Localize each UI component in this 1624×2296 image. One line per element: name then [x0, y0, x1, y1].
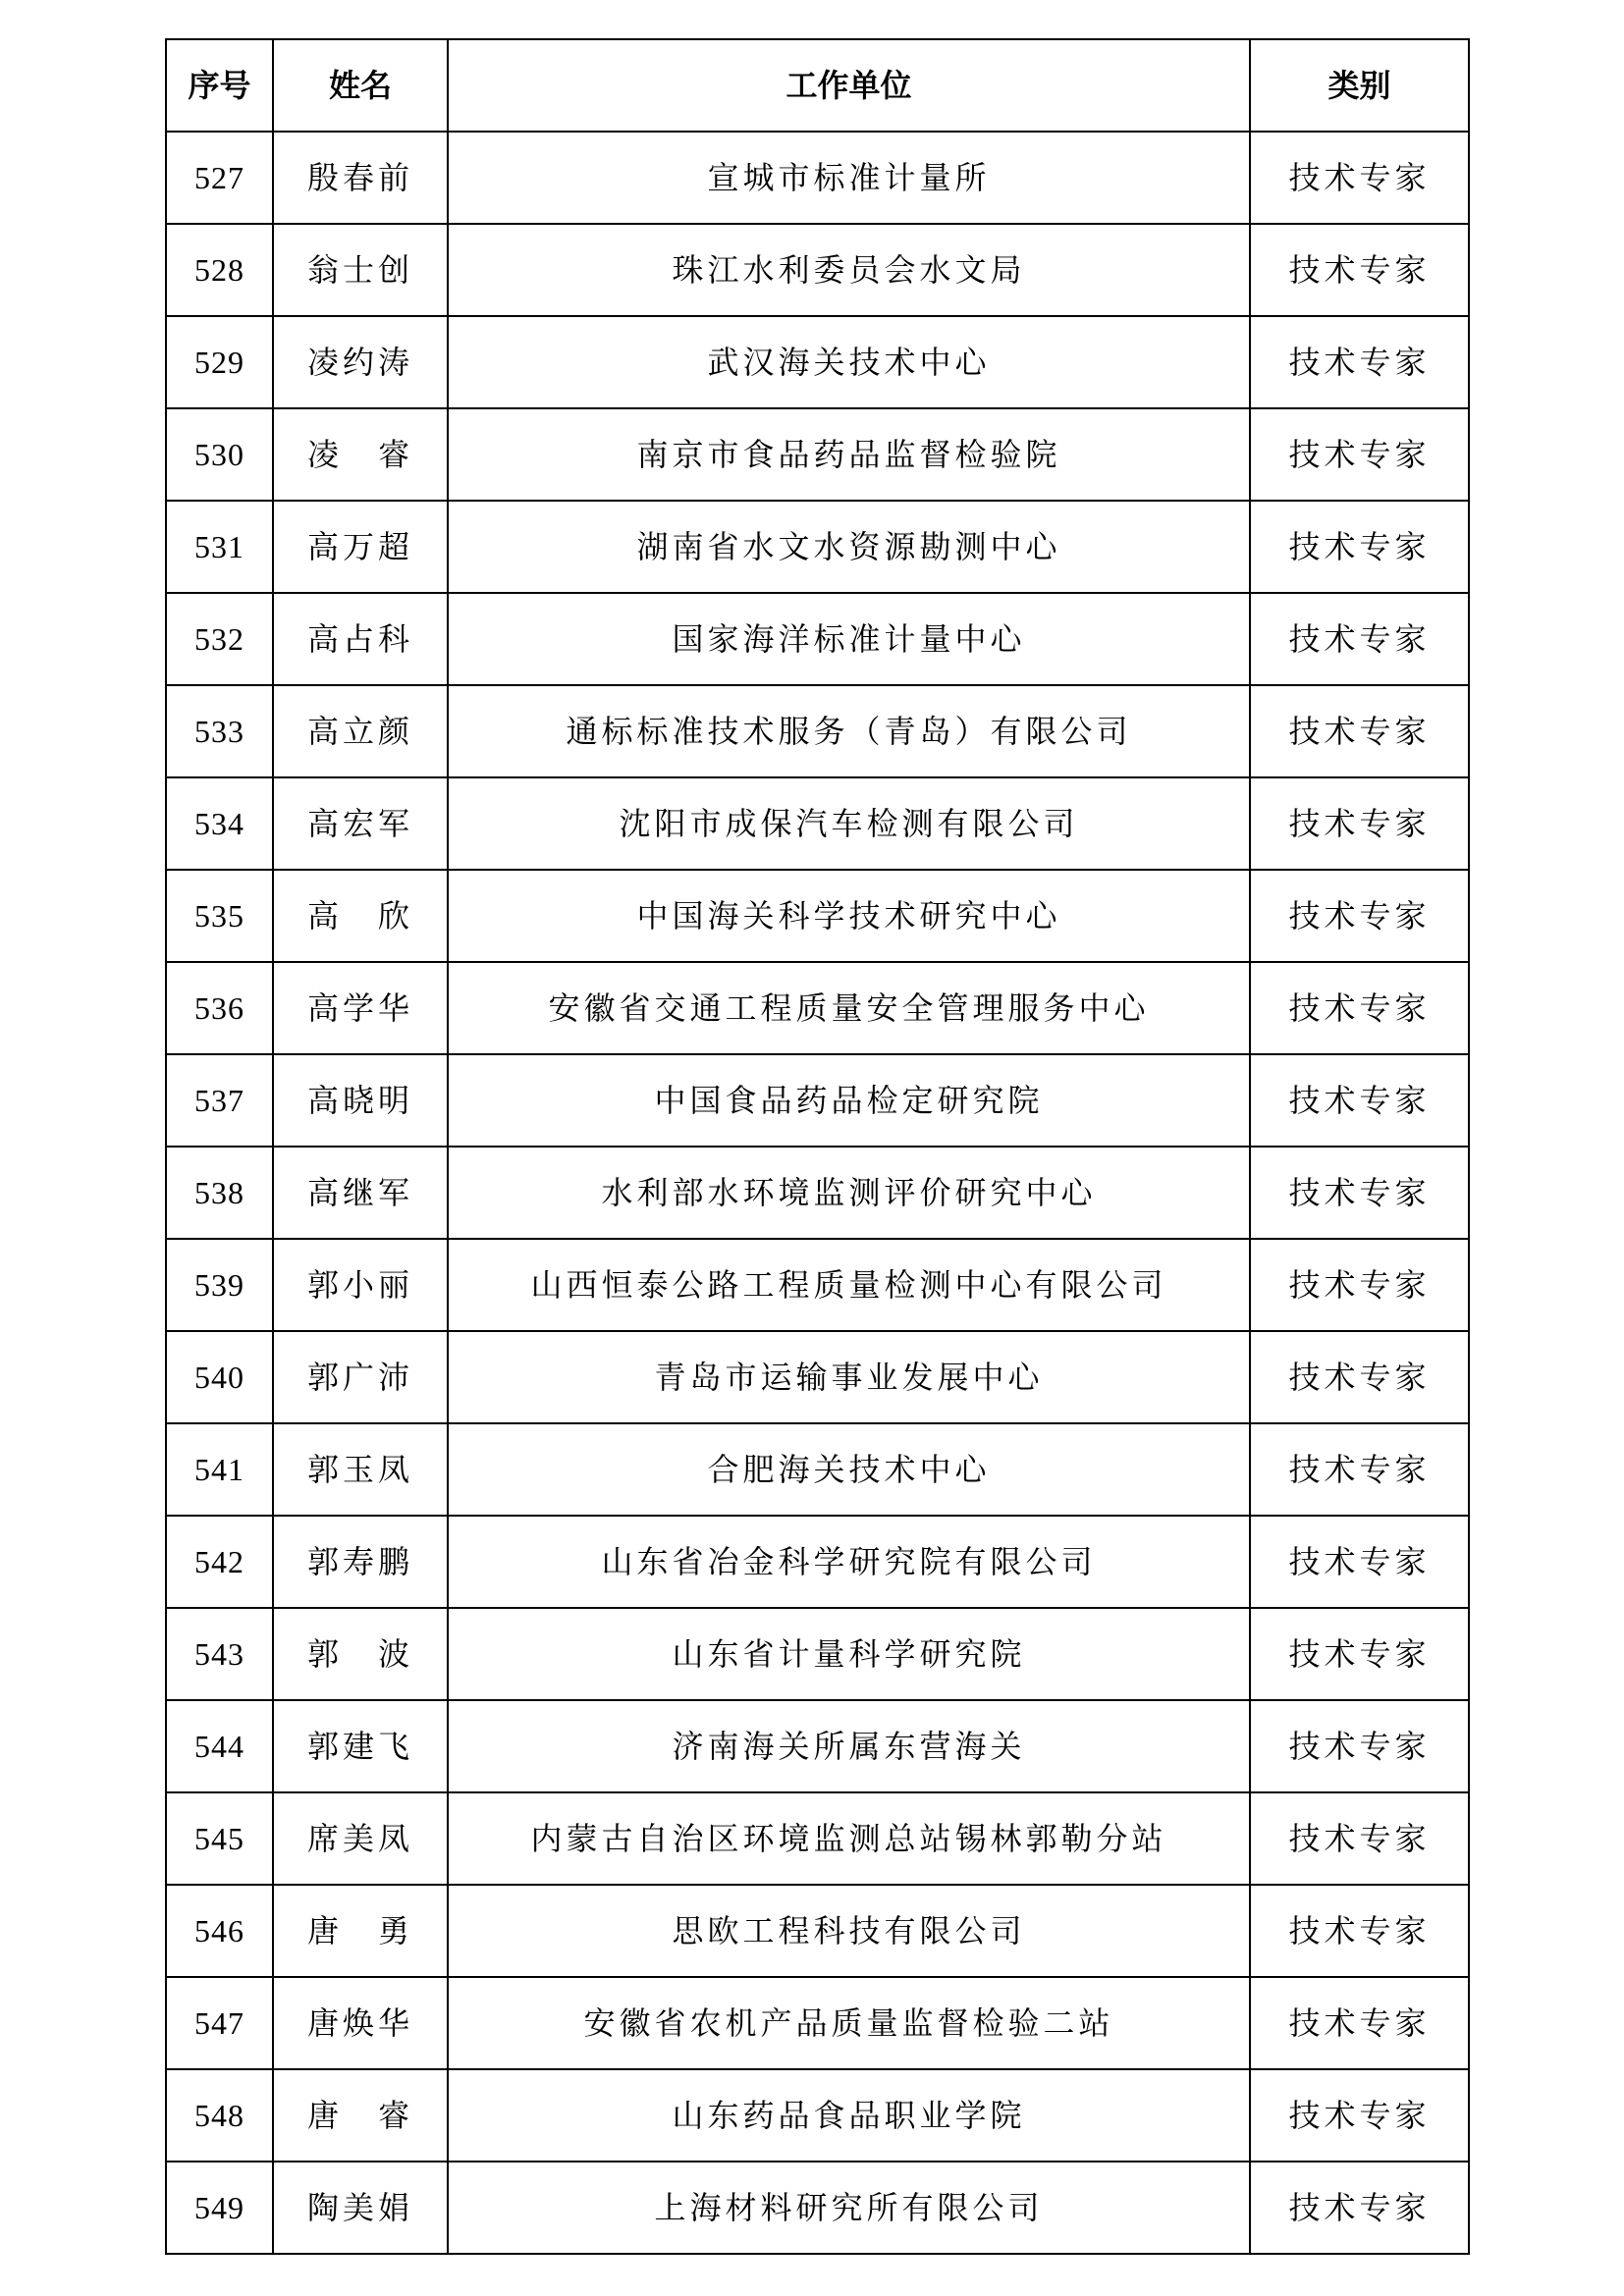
cell-unit: 安徽省农机产品质量监督检验二站 [448, 1977, 1250, 2069]
cell-category: 技术专家 [1250, 777, 1469, 870]
cell-unit: 中国食品药品检定研究院 [448, 1054, 1250, 1147]
table-row [166, 1885, 1469, 1977]
cell-category: 技术专家 [1250, 593, 1469, 685]
cell-unit: 国家海洋标准计量中心 [448, 593, 1250, 685]
cell-name: 翁士创 [273, 224, 448, 316]
cell-unit: 上海材料研究所有限公司 [448, 2162, 1250, 2254]
header-row [166, 39, 1469, 132]
cell-no: 542 [166, 1516, 273, 1608]
cell-category: 技术专家 [1250, 870, 1469, 962]
cell-name: 殷春前 [273, 132, 448, 224]
cell-unit: 山东省冶金科学研究院有限公司 [448, 1516, 1250, 1608]
cell-no: 544 [166, 1700, 273, 1792]
cell-unit: 珠江水利委员会水文局 [448, 224, 1250, 316]
table-row [166, 1054, 1469, 1147]
cell-category: 技术专家 [1250, 1885, 1469, 1977]
cell-category: 技术专家 [1250, 1239, 1469, 1331]
cell-name: 唐 睿 [273, 2069, 448, 2162]
table-row [166, 1423, 1469, 1516]
cell-unit: 合肥海关技术中心 [448, 1423, 1250, 1516]
cell-category: 技术专家 [1250, 1423, 1469, 1516]
cell-name: 郭寿鹏 [273, 1516, 448, 1608]
cell-unit: 山西恒泰公路工程质量检测中心有限公司 [448, 1239, 1250, 1331]
cell-name: 郭 波 [273, 1608, 448, 1700]
cell-no: 530 [166, 408, 273, 501]
cell-category: 技术专家 [1250, 962, 1469, 1054]
table-row [166, 501, 1469, 593]
cell-unit: 沈阳市成保汽车检测有限公司 [448, 777, 1250, 870]
cell-unit: 山东药品食品职业学院 [448, 2069, 1250, 2162]
cell-name: 席美凤 [273, 1792, 448, 1885]
table-row [166, 962, 1469, 1054]
table-body [166, 132, 1469, 2254]
cell-unit: 思欧工程科技有限公司 [448, 1885, 1250, 1977]
expert-roster-table [165, 38, 1470, 2255]
cell-category: 技术专家 [1250, 224, 1469, 316]
header-category: 类别 [1250, 39, 1469, 132]
cell-name: 郭建飞 [273, 1700, 448, 1792]
cell-category: 技术专家 [1250, 685, 1469, 777]
table-row [166, 132, 1469, 224]
table-row [166, 316, 1469, 408]
cell-name: 陶美娟 [273, 2162, 448, 2254]
cell-name: 高宏军 [273, 777, 448, 870]
cell-name: 郭玉凤 [273, 1423, 448, 1516]
cell-name: 高万超 [273, 501, 448, 593]
cell-unit: 通标标准技术服务（青岛）有限公司 [448, 685, 1250, 777]
cell-no: 534 [166, 777, 273, 870]
cell-category: 技术专家 [1250, 1147, 1469, 1239]
table-row [166, 593, 1469, 685]
cell-name: 高继军 [273, 1147, 448, 1239]
cell-name: 高晓明 [273, 1054, 448, 1147]
cell-unit: 山东省计量科学研究院 [448, 1608, 1250, 1700]
cell-no: 540 [166, 1331, 273, 1423]
cell-category: 技术专家 [1250, 316, 1469, 408]
table-row [166, 1147, 1469, 1239]
cell-category: 技术专家 [1250, 1054, 1469, 1147]
cell-category: 技术专家 [1250, 1331, 1469, 1423]
cell-category: 技术专家 [1250, 1700, 1469, 1792]
cell-no: 532 [166, 593, 273, 685]
cell-name: 郭广沛 [273, 1331, 448, 1423]
cell-no: 529 [166, 316, 273, 408]
cell-name: 高学华 [273, 962, 448, 1054]
cell-unit: 武汉海关技术中心 [448, 316, 1250, 408]
table-row [166, 2069, 1469, 2162]
table-row [166, 1977, 1469, 2069]
cell-no: 528 [166, 224, 273, 316]
table-row [166, 870, 1469, 962]
cell-no: 535 [166, 870, 273, 962]
cell-name: 唐焕华 [273, 1977, 448, 2069]
cell-no: 549 [166, 2162, 273, 2254]
cell-name: 唐 勇 [273, 1885, 448, 1977]
cell-unit: 安徽省交通工程质量安全管理服务中心 [448, 962, 1250, 1054]
cell-no: 543 [166, 1608, 273, 1700]
cell-unit: 水利部水环境监测评价研究中心 [448, 1147, 1250, 1239]
cell-category: 技术专家 [1250, 1516, 1469, 1608]
cell-name: 凌 睿 [273, 408, 448, 501]
table-row [166, 777, 1469, 870]
cell-category: 技术专家 [1250, 501, 1469, 593]
table-row [166, 685, 1469, 777]
cell-unit: 南京市食品药品监督检验院 [448, 408, 1250, 501]
cell-name: 凌约涛 [273, 316, 448, 408]
table-row [166, 224, 1469, 316]
cell-category: 技术专家 [1250, 408, 1469, 501]
cell-category: 技术专家 [1250, 1608, 1469, 1700]
cell-no: 527 [166, 132, 273, 224]
cell-no: 539 [166, 1239, 273, 1331]
header-name: 姓名 [273, 39, 448, 132]
cell-category: 技术专家 [1250, 1977, 1469, 2069]
header-unit: 工作单位 [448, 39, 1250, 132]
table-row [166, 1792, 1469, 1885]
cell-name: 高 欣 [273, 870, 448, 962]
header-no: 序号 [166, 39, 273, 132]
cell-unit: 中国海关科学技术研究中心 [448, 870, 1250, 962]
table-row [166, 1239, 1469, 1331]
cell-no: 545 [166, 1792, 273, 1885]
cell-no: 541 [166, 1423, 273, 1516]
cell-no: 538 [166, 1147, 273, 1239]
cell-name: 高占科 [273, 593, 448, 685]
table-row [166, 2162, 1469, 2254]
table-row [166, 1608, 1469, 1700]
cell-category: 技术专家 [1250, 1792, 1469, 1885]
table-row [166, 1331, 1469, 1423]
cell-category: 技术专家 [1250, 132, 1469, 224]
cell-category: 技术专家 [1250, 2162, 1469, 2254]
cell-category: 技术专家 [1250, 2069, 1469, 2162]
cell-unit: 宣城市标准计量所 [448, 132, 1250, 224]
cell-unit: 济南海关所属东营海关 [448, 1700, 1250, 1792]
table-row [166, 1516, 1469, 1608]
cell-no: 533 [166, 685, 273, 777]
cell-no: 531 [166, 501, 273, 593]
cell-no: 548 [166, 2069, 273, 2162]
cell-no: 536 [166, 962, 273, 1054]
table-header [166, 39, 1469, 132]
cell-unit: 湖南省水文水资源勘测中心 [448, 501, 1250, 593]
table-row [166, 1700, 1469, 1792]
cell-no: 547 [166, 1977, 273, 2069]
cell-no: 546 [166, 1885, 273, 1977]
cell-unit: 青岛市运输事业发展中心 [448, 1331, 1250, 1423]
cell-unit: 内蒙古自治区环境监测总站锡林郭勒分站 [448, 1792, 1250, 1885]
cell-no: 537 [166, 1054, 273, 1147]
cell-name: 郭小丽 [273, 1239, 448, 1331]
cell-name: 高立颜 [273, 685, 448, 777]
table-row [166, 408, 1469, 501]
